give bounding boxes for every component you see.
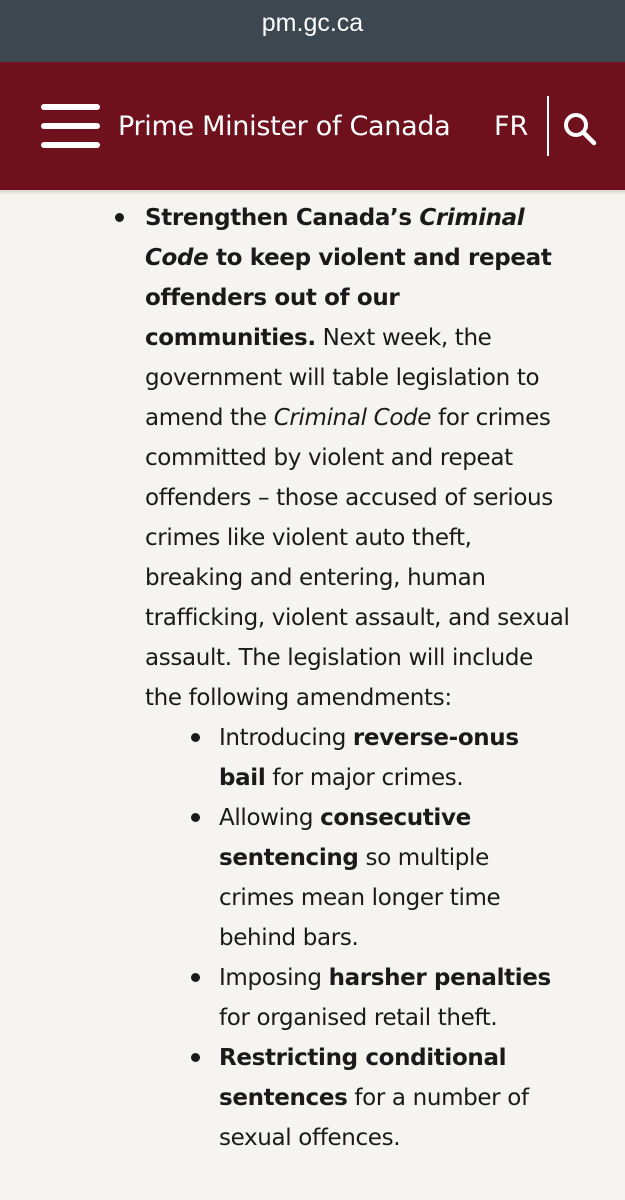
site-header: [0, 62, 625, 190]
header-divider: [547, 96, 549, 156]
site-title-link[interactable]: Prime Minister of Canada: [118, 111, 451, 142]
main-list: [0, 198, 625, 1158]
item-heading: Strengthen Canada’s Criminal Code to keep violent and repeat offenders out of our communities.: [145, 205, 552, 351]
browser-url-bar[interactable]: [0, 0, 625, 62]
item-body: Next week, the government will table legislation to amend the Criminal Code for crimes committed by violent and repeat offenders – those accused of serious crimes like violent auto theft, breaking and entering, human trafficking, violent assault, and sexual assault. The legislation will include the following amendments:: [145, 325, 570, 711]
list-item: Restricting conditional sentences for a number of sexual offences.: [145, 1038, 575, 1158]
list-item: Introducing reverse-onus bail for major crimes.: [145, 718, 575, 798]
article-content: [0, 198, 625, 1158]
list-item: Imposing harsher penalties for organised retail theft.: [145, 958, 575, 1038]
language-toggle-fr[interactable]: FR: [494, 111, 529, 142]
amendments-list: [145, 718, 575, 1158]
url-text[interactable]: pm.gc.ca: [261, 8, 364, 37]
search-icon[interactable]: [563, 112, 597, 146]
list-item: [0, 198, 625, 1158]
hamburger-menu-icon[interactable]: [41, 104, 100, 148]
list-item: Allowing consecutive sentencing so multiple crimes mean longer time behind bars.: [145, 798, 575, 958]
header-shadow: [0, 190, 625, 195]
